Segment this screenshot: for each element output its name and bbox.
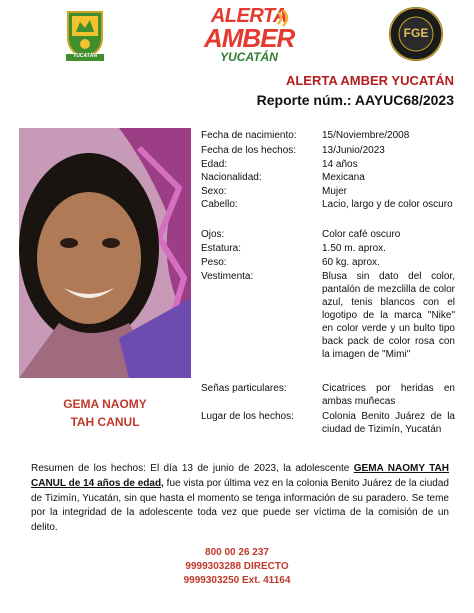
detail-value: Color café oscuro xyxy=(322,229,401,240)
signal-waves-icon xyxy=(274,8,296,28)
detail-value: 60 kg. aprox. xyxy=(322,257,380,268)
summary-highlight: GEMA NAOMY TAH CANUL de 14 años de edad, xyxy=(31,463,449,489)
detail-value: Mujer xyxy=(322,186,348,197)
yucatan-coat-of-arms-logo xyxy=(64,8,106,62)
detail-value: 14 años xyxy=(322,159,358,170)
detail-label: Estatura: xyxy=(201,243,242,254)
summary-text-2: fue vista por última vez en la colonia Benito Juárez de la ciudad de Tizimín, Yucatán, sin que hasta el momento se tenga información de su paradero. Se teme por la integridad de la adolescente toda vez que puede ser víctima de la comisión de un delito. xyxy=(31,477,449,534)
name-line-2: TAH CANUL xyxy=(70,415,140,429)
detail-value: Blusa sin dato del color, pantalón de mezclilla de color azul, tenis blancos con el logotipo de la marca "Nike" en color verde y un bulto tipo back pack de color rosa con la imagen de "Mimi" xyxy=(322,271,455,360)
detail-label: Peso: xyxy=(201,257,227,268)
detail-value: Lacio, largo y de color oscuro xyxy=(322,199,453,210)
contact-phone-3: 9999303250 Ext. 41164 xyxy=(183,575,291,586)
detail-value: Cicatrices por heridas en ambas muñecas xyxy=(322,383,455,407)
summary-text-1: El día 13 de junio de 2023, la adolescente xyxy=(145,463,354,474)
fge-seal-text: FGE xyxy=(403,26,429,40)
contact-phone-1: 800 00 26 237 xyxy=(205,547,269,558)
amber-logo-line1: ALERTA xyxy=(210,5,288,27)
detail-label: Fecha de los hechos: xyxy=(201,145,297,156)
detail-value: 13/Junio/2023 xyxy=(322,145,385,156)
detail-label: Lugar de los hechos: xyxy=(201,411,294,422)
missing-person-name xyxy=(19,395,191,431)
detail-value: 1.50 m. aprox. xyxy=(322,243,386,254)
left-logo-caption: YUCATÁN xyxy=(72,53,98,59)
detail-value: Colonia Benito Juárez de la ciudad de Tizimín, Yucatán xyxy=(322,411,455,435)
missing-person-photo xyxy=(19,128,191,378)
detail-label: Edad: xyxy=(201,159,228,170)
detail-label: Nacionalidad: xyxy=(201,172,262,183)
summary-lead: Resumen de los hechos: xyxy=(31,463,146,474)
detail-value: Mexicana xyxy=(322,172,365,183)
detail-label: Cabello: xyxy=(201,199,238,210)
detail-label: Señas particulares: xyxy=(201,383,287,394)
detail-label: Sexo: xyxy=(201,186,227,197)
detail-value: 15/Noviembre/2008 xyxy=(322,130,410,141)
contact-numbers xyxy=(0,546,474,588)
summary-paragraph xyxy=(31,462,449,536)
detail-label: Vestimenta: xyxy=(201,271,254,282)
fge-seal-logo xyxy=(388,6,444,62)
contact-phone-2: 9999303288 DIRECTO xyxy=(185,561,289,572)
detail-label: Fecha de nacimiento: xyxy=(201,130,297,141)
amber-logo-line2: AMBER xyxy=(204,23,295,53)
alert-title: ALERTA AMBER YUCATÁN xyxy=(285,73,454,88)
name-line-1: GEMA NAOMY xyxy=(63,397,147,411)
amber-logo-line3: YUCATÁN xyxy=(220,50,278,64)
alerta-amber-logo xyxy=(204,6,294,66)
report-number: Reporte núm.: AAYUC68/2023 xyxy=(256,92,454,108)
detail-label: Ojos: xyxy=(201,229,225,240)
